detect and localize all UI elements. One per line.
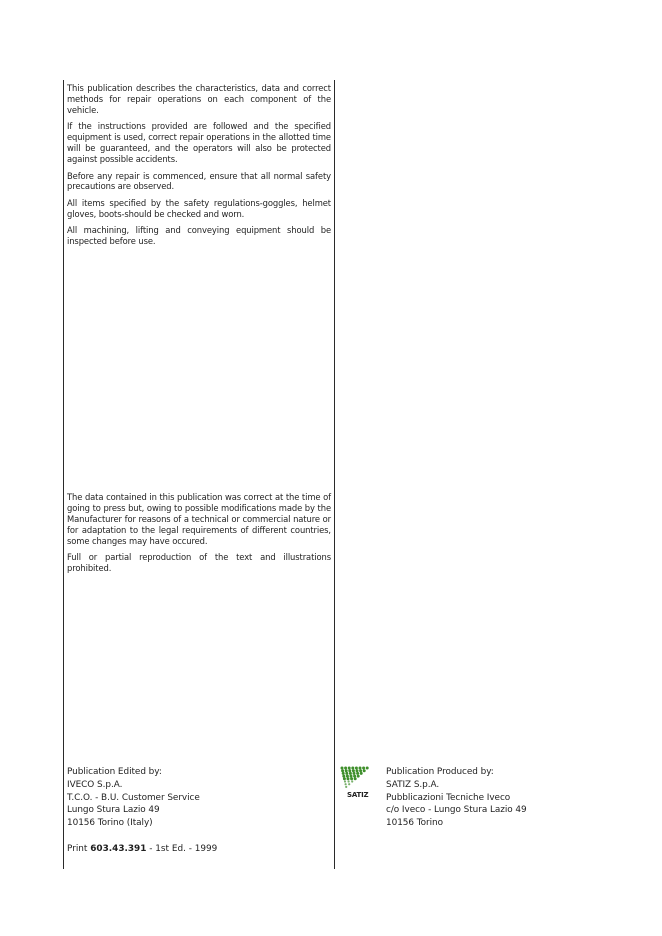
disclaimer-text [67, 492, 331, 580]
produced-by-line: 10156 Torino [386, 818, 443, 829]
print-prefix: Print [67, 844, 88, 854]
produced-by-line: Pubblicazioni Tecniche Iveco [386, 792, 511, 803]
intro-paragraph: Before any repair is commenced, ensure that all normal safety precautions are observed. [67, 170, 331, 192]
edited-by-line: T.C.O. - B.U. Customer Service [67, 792, 200, 803]
disclaimer-paragraph: Full or partial reproduction of the text and illustrations prohibited. [67, 552, 331, 574]
produced-by-line: SATIZ S.p.A. [386, 779, 440, 790]
satiz-logo-label: SATIZ [347, 791, 369, 799]
edited-by-line: 10156 Torino (Italy) [67, 818, 153, 829]
disclaimer-paragraph: The data contained in this publication was correct at the time of going to press but, owing to possible modifications made by the Manufacturer for reasons of a technical or commercial nature or for adaptation to the legal requirements of different countries, some changes may have occured. [67, 492, 331, 546]
print-info [67, 843, 217, 855]
print-separator: - [149, 844, 153, 854]
edited-by-line: Lungo Stura Lazio 49 [67, 805, 160, 816]
edited-by-heading: Publication Edited by: [67, 767, 162, 777]
produced-by-line: c/o Iveco - Lungo Stura Lazio 49 [386, 805, 527, 816]
produced-by-block [386, 766, 527, 830]
center-column-rule [334, 80, 335, 869]
intro-paragraph: All items specified by the safety regulations-goggles, helmet gloves, boots-should be checked and worn. [67, 197, 331, 219]
intro-paragraph: If the instructions provided are followed and the specified equipment is used, correct repair operations in the allotted time will be guaranteed, and the operators will also be protected against possible accidents. [67, 121, 331, 165]
intro-text [67, 83, 331, 253]
left-column-rule [63, 80, 64, 869]
print-code: 603.43.391 [90, 844, 147, 854]
print-edition: 1st Ed. - 1999 [155, 844, 218, 854]
edited-by-block [67, 766, 200, 830]
intro-paragraph: This publication describes the characteristics, data and correct methods for repair operations on each component of the vehicle. [67, 83, 331, 115]
produced-by-heading: Publication Produced by: [386, 767, 494, 777]
intro-paragraph: All machining, lifting and conveying equipment should be inspected before use. [67, 225, 331, 247]
edited-by-line: IVECO S.p.A. [67, 779, 123, 790]
